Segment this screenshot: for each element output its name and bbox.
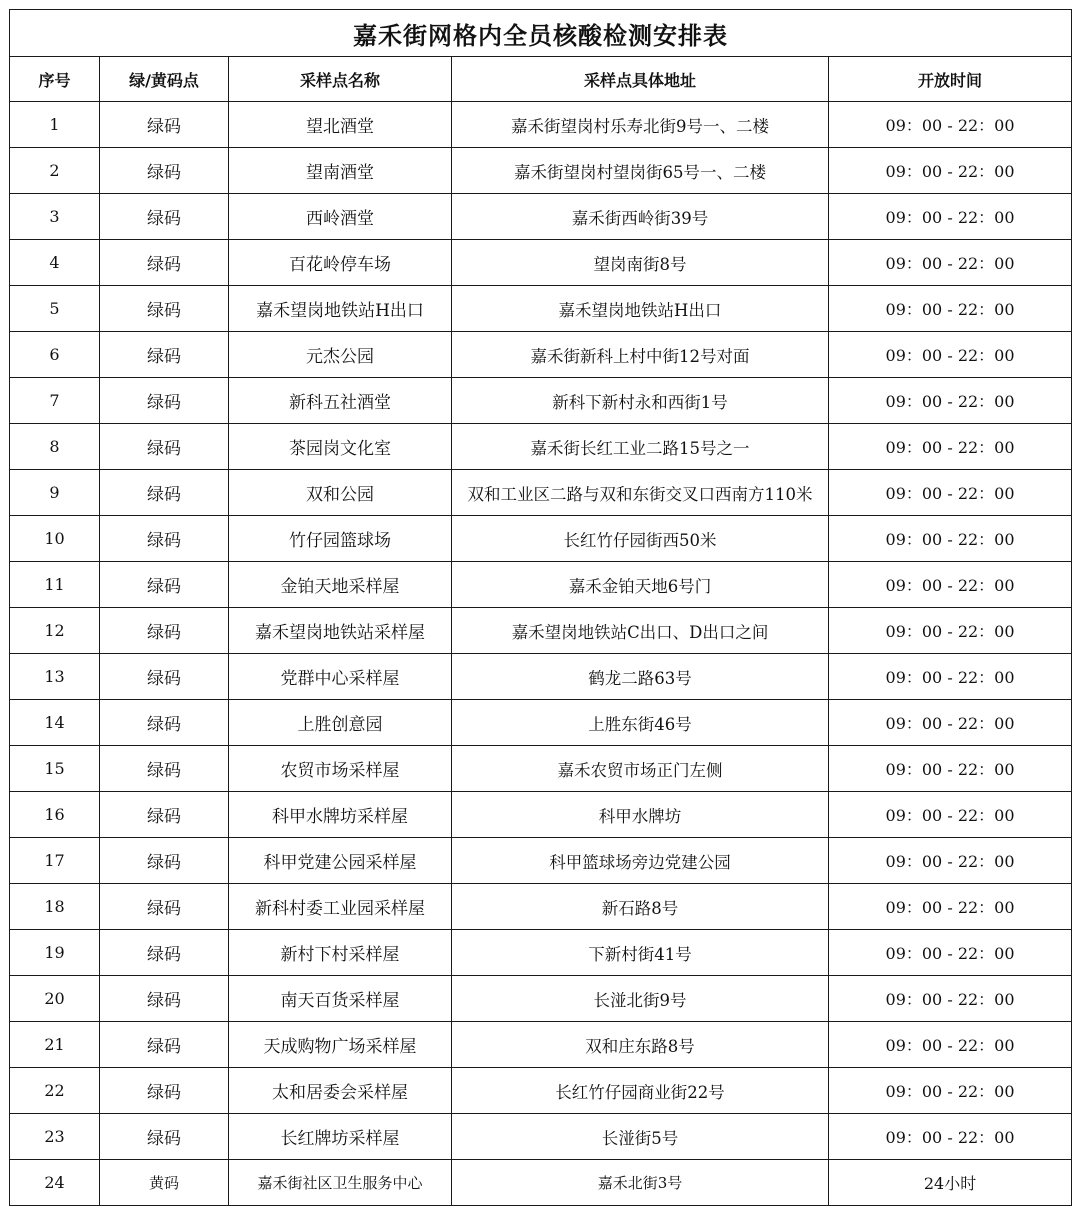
cell-hours: 09：00 - 22：00 — [829, 930, 1072, 976]
cell-address: 嘉禾街望岗村望岗街65号一、二楼 — [452, 148, 829, 194]
cell-site-name: 新科村委工业园采样屋 — [229, 884, 452, 930]
cell-index: 6 — [10, 332, 100, 378]
table-row — [10, 1022, 1072, 1068]
table-row — [10, 700, 1072, 746]
cell-site-name: 南天百货采样屋 — [229, 976, 452, 1022]
cell-hours: 09：00 - 22：00 — [829, 286, 1072, 332]
cell-index: 24 — [10, 1160, 100, 1206]
cell-site-name: 元杰公园 — [229, 332, 452, 378]
cell-hours: 09：00 - 22：00 — [829, 700, 1072, 746]
cell-site-name: 竹仔园篮球场 — [229, 516, 452, 562]
cell-site-name: 科甲水牌坊采样屋 — [229, 792, 452, 838]
cell-index: 19 — [10, 930, 100, 976]
cell-code: 绿码 — [100, 930, 229, 976]
cell-address: 嘉禾金铂天地6号门 — [452, 562, 829, 608]
cell-index: 2 — [10, 148, 100, 194]
table-row — [10, 838, 1072, 884]
cell-hours: 24小时 — [829, 1160, 1072, 1206]
cell-site-name: 嘉禾望岗地铁站采样屋 — [229, 608, 452, 654]
cell-index: 9 — [10, 470, 100, 516]
cell-site-name: 望南酒堂 — [229, 148, 452, 194]
cell-hours: 09：00 - 22：00 — [829, 332, 1072, 378]
cell-index: 4 — [10, 240, 100, 286]
cell-index: 13 — [10, 654, 100, 700]
cell-address: 嘉禾街西岭街39号 — [452, 194, 829, 240]
table-row — [10, 148, 1072, 194]
cell-index: 7 — [10, 378, 100, 424]
cell-hours: 09：00 - 22：00 — [829, 608, 1072, 654]
cell-code: 绿码 — [100, 516, 229, 562]
cell-hours: 09：00 - 22：00 — [829, 654, 1072, 700]
cell-address: 望岗南街8号 — [452, 240, 829, 286]
cell-code: 绿码 — [100, 700, 229, 746]
cell-hours: 09：00 - 22：00 — [829, 148, 1072, 194]
cell-code: 绿码 — [100, 194, 229, 240]
cell-hours: 09：00 - 22：00 — [829, 240, 1072, 286]
table-row — [10, 608, 1072, 654]
header-address: 采样点具体地址 — [452, 57, 829, 102]
cell-code: 绿码 — [100, 102, 229, 148]
cell-address: 科甲水牌坊 — [452, 792, 829, 838]
cell-index: 23 — [10, 1114, 100, 1160]
cell-address: 长红竹仔园商业街22号 — [452, 1068, 829, 1114]
cell-address: 长湴街5号 — [452, 1114, 829, 1160]
cell-index: 3 — [10, 194, 100, 240]
table-row — [10, 240, 1072, 286]
cell-address: 嘉禾街望岗村乐寿北街9号一、二楼 — [452, 102, 829, 148]
header-index: 序号 — [10, 57, 100, 102]
table-row — [10, 654, 1072, 700]
testing-schedule-table — [9, 9, 1072, 1206]
cell-address: 嘉禾北街3号 — [452, 1160, 829, 1206]
cell-index: 14 — [10, 700, 100, 746]
cell-hours: 09：00 - 22：00 — [829, 792, 1072, 838]
table-row — [10, 516, 1072, 562]
cell-code: 绿码 — [100, 976, 229, 1022]
cell-hours: 09：00 - 22：00 — [829, 102, 1072, 148]
cell-address: 下新村街41号 — [452, 930, 829, 976]
cell-code: 绿码 — [100, 608, 229, 654]
cell-site-name: 上胜创意园 — [229, 700, 452, 746]
cell-index: 20 — [10, 976, 100, 1022]
cell-site-name: 望北酒堂 — [229, 102, 452, 148]
cell-index: 17 — [10, 838, 100, 884]
header-name: 采样点名称 — [229, 57, 452, 102]
cell-code: 绿码 — [100, 654, 229, 700]
cell-site-name: 农贸市场采样屋 — [229, 746, 452, 792]
table-row — [10, 792, 1072, 838]
cell-index: 12 — [10, 608, 100, 654]
cell-code: 绿码 — [100, 746, 229, 792]
table-title: 嘉禾街网格内全员核酸检测安排表 — [10, 10, 1072, 57]
cell-hours: 09：00 - 22：00 — [829, 516, 1072, 562]
cell-hours: 09：00 - 22：00 — [829, 562, 1072, 608]
cell-site-name: 双和公园 — [229, 470, 452, 516]
table-row — [10, 286, 1072, 332]
cell-hours: 09：00 - 22：00 — [829, 470, 1072, 516]
cell-hours: 09：00 - 22：00 — [829, 1022, 1072, 1068]
cell-hours: 09：00 - 22：00 — [829, 838, 1072, 884]
cell-index: 8 — [10, 424, 100, 470]
cell-hours: 09：00 - 22：00 — [829, 1068, 1072, 1114]
table-row — [10, 1114, 1072, 1160]
cell-address: 双和庄东路8号 — [452, 1022, 829, 1068]
cell-address: 双和工业区二路与双和东街交叉口西南方110米 — [452, 470, 829, 516]
cell-address: 嘉禾农贸市场正门左侧 — [452, 746, 829, 792]
cell-index: 10 — [10, 516, 100, 562]
cell-index: 1 — [10, 102, 100, 148]
cell-index: 22 — [10, 1068, 100, 1114]
cell-code: 绿码 — [100, 148, 229, 194]
cell-site-name: 科甲党建公园采样屋 — [229, 838, 452, 884]
cell-address: 长湴北街9号 — [452, 976, 829, 1022]
cell-index: 15 — [10, 746, 100, 792]
cell-code: 黄码 — [100, 1160, 229, 1206]
cell-code: 绿码 — [100, 884, 229, 930]
cell-code: 绿码 — [100, 1068, 229, 1114]
cell-index: 21 — [10, 1022, 100, 1068]
table-row — [10, 930, 1072, 976]
header-hours: 开放时间 — [829, 57, 1072, 102]
table-row — [10, 976, 1072, 1022]
cell-code: 绿码 — [100, 562, 229, 608]
cell-site-name: 新村下村采样屋 — [229, 930, 452, 976]
cell-site-name: 嘉禾街社区卫生服务中心 — [229, 1160, 452, 1206]
cell-hours: 09：00 - 22：00 — [829, 1114, 1072, 1160]
table-row — [10, 470, 1072, 516]
cell-index: 5 — [10, 286, 100, 332]
header-row — [10, 57, 1072, 102]
cell-code: 绿码 — [100, 1022, 229, 1068]
cell-address: 嘉禾望岗地铁站H出口 — [452, 286, 829, 332]
cell-code: 绿码 — [100, 240, 229, 286]
cell-address: 长红竹仔园街西50米 — [452, 516, 829, 562]
table-row — [10, 102, 1072, 148]
table-row — [10, 746, 1072, 792]
cell-address: 科甲篮球场旁边党建公园 — [452, 838, 829, 884]
table-row — [10, 1160, 1072, 1206]
title-row — [10, 10, 1072, 57]
cell-site-name: 党群中心采样屋 — [229, 654, 452, 700]
cell-site-name: 嘉禾望岗地铁站H出口 — [229, 286, 452, 332]
cell-address: 新石路8号 — [452, 884, 829, 930]
cell-site-name: 天成购物广场采样屋 — [229, 1022, 452, 1068]
cell-code: 绿码 — [100, 332, 229, 378]
table-row — [10, 424, 1072, 470]
table-row — [10, 194, 1072, 240]
cell-site-name: 西岭酒堂 — [229, 194, 452, 240]
cell-site-name: 新科五社酒堂 — [229, 378, 452, 424]
cell-hours: 09：00 - 22：00 — [829, 884, 1072, 930]
cell-index: 18 — [10, 884, 100, 930]
cell-address: 鹤龙二路63号 — [452, 654, 829, 700]
cell-hours: 09：00 - 22：00 — [829, 424, 1072, 470]
cell-code: 绿码 — [100, 1114, 229, 1160]
cell-hours: 09：00 - 22：00 — [829, 976, 1072, 1022]
cell-index: 16 — [10, 792, 100, 838]
cell-index: 11 — [10, 562, 100, 608]
cell-code: 绿码 — [100, 792, 229, 838]
cell-address: 上胜东街46号 — [452, 700, 829, 746]
cell-site-name: 太和居委会采样屋 — [229, 1068, 452, 1114]
cell-code: 绿码 — [100, 378, 229, 424]
table-row — [10, 1068, 1072, 1114]
cell-hours: 09：00 - 22：00 — [829, 194, 1072, 240]
cell-address: 新科下新村永和西街1号 — [452, 378, 829, 424]
cell-hours: 09：00 - 22：00 — [829, 746, 1072, 792]
cell-hours: 09：00 - 22：00 — [829, 378, 1072, 424]
table-row — [10, 378, 1072, 424]
cell-site-name: 金铂天地采样屋 — [229, 562, 452, 608]
cell-code: 绿码 — [100, 470, 229, 516]
cell-site-name: 茶园岗文化室 — [229, 424, 452, 470]
cell-code: 绿码 — [100, 838, 229, 884]
table-row — [10, 332, 1072, 378]
table-row — [10, 562, 1072, 608]
cell-address: 嘉禾望岗地铁站C出口、D出口之间 — [452, 608, 829, 654]
cell-address: 嘉禾街新科上村中街12号对面 — [452, 332, 829, 378]
cell-code: 绿码 — [100, 286, 229, 332]
cell-site-name: 长红牌坊采样屋 — [229, 1114, 452, 1160]
cell-code: 绿码 — [100, 424, 229, 470]
table-row — [10, 884, 1072, 930]
cell-address: 嘉禾街长红工业二路15号之一 — [452, 424, 829, 470]
cell-site-name: 百花岭停车场 — [229, 240, 452, 286]
header-code: 绿/黄码点 — [100, 57, 229, 102]
